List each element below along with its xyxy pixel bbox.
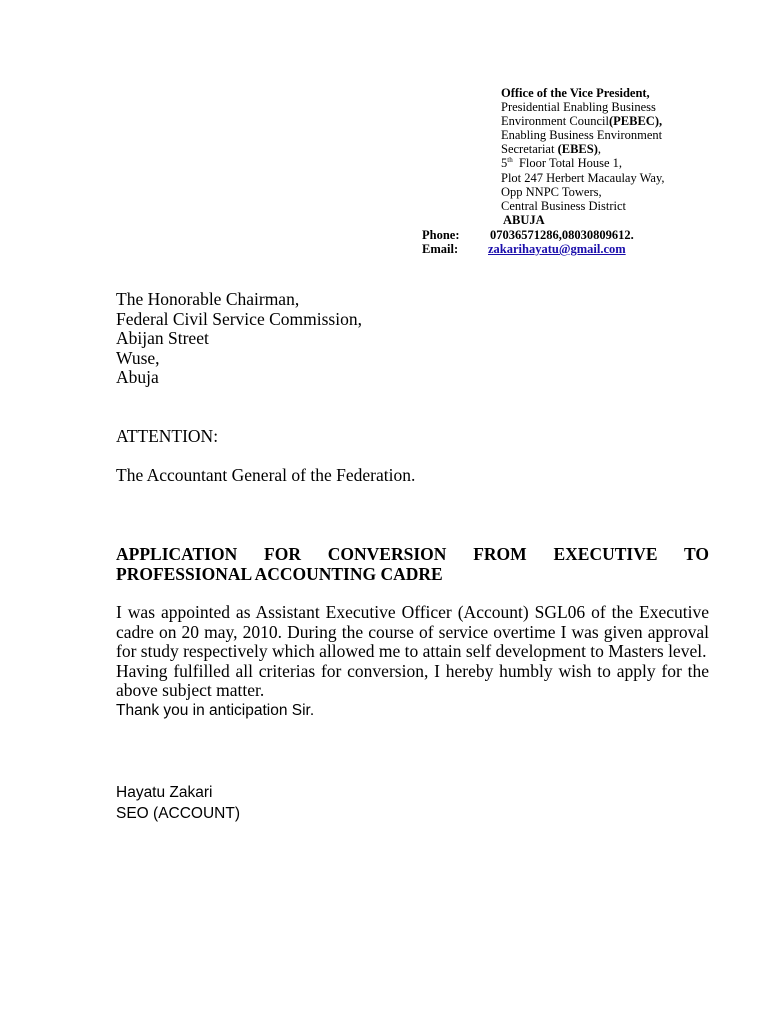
signature-block [116, 782, 240, 824]
recipient-line-1: The Honorable Chairman, [116, 289, 300, 309]
sender-office: Office of the Vice President, [501, 86, 650, 100]
attention-label: ATTENTION: [116, 426, 219, 446]
sender-city: ABUJA [503, 212, 545, 227]
sender-floor-number: 5 [501, 156, 508, 171]
phone-label: Phone: [422, 228, 460, 242]
sender-plot: Plot 247 Herbert Macaulay Way, [501, 170, 665, 185]
subject-line-1: APPLICATION FOR CONVERSION FROM EXECUTIVE TO [116, 544, 709, 564]
sender-floor-rest: Floor Total House 1, [512, 156, 623, 171]
phone-value: 07036571286,08030809612. [490, 228, 634, 242]
sender-floor [501, 156, 665, 170]
sender-opp: Opp NNPC Towers, [501, 184, 602, 199]
recipient-line-2: Federal Civil Service Commission, [116, 308, 362, 329]
sender-council-name: Environment Council [501, 114, 609, 129]
body-paragraph-2: Having fulfilled all criterias for conversion, I hereby humbly wish to apply for the above subject matter. [116, 660, 709, 701]
email-link[interactable]: zakarihayatu@gmail.com [488, 242, 626, 256]
sender-council-line-2 [501, 114, 665, 128]
closing-line: Thank you in anticipation Sir. [116, 701, 315, 719]
sender-address [501, 86, 665, 227]
recipient-address [116, 290, 362, 388]
email-label: Email: [422, 242, 459, 256]
recipient-line-5: Abuja [116, 367, 159, 388]
sender-council-abbr: (PEBEC), [608, 114, 663, 129]
signature-name: Hayatu Zakari [116, 784, 213, 801]
sender-council-line-1: Presidential Enabling Business [501, 100, 656, 115]
sender-district: Central Business District [501, 198, 626, 213]
recipient-line-4: Wuse, [116, 347, 160, 368]
sender-secretariat-abbr: (EBES) [557, 142, 598, 157]
subject-heading [116, 544, 709, 584]
letter-body [116, 603, 709, 721]
sender-secretariat-line-1: Enabling Business Environment [501, 128, 663, 143]
sender-secretariat-line-2 [501, 142, 665, 156]
recipient-line-3: Abijan Street [116, 328, 209, 349]
sender-secretariat-comma: , [597, 142, 601, 157]
sender-floor-suffix: th [507, 156, 513, 165]
signature-title: SEO (ACCOUNT) [116, 805, 240, 822]
attention-addressee: The Accountant General of the Federation. [116, 465, 416, 485]
subject-line-2: PROFESSIONAL ACCOUNTING CADRE [116, 564, 443, 584]
body-paragraph-1: I was appointed as Assistant Executive Officer (Account) SGL06 of the Executive cadre on 20 may, 2010. During the course of service overtime I was given approval for study respectively which allowed me to attain self development to Masters level. [116, 602, 709, 662]
sender-secretariat-name: Secretariat [501, 142, 558, 157]
